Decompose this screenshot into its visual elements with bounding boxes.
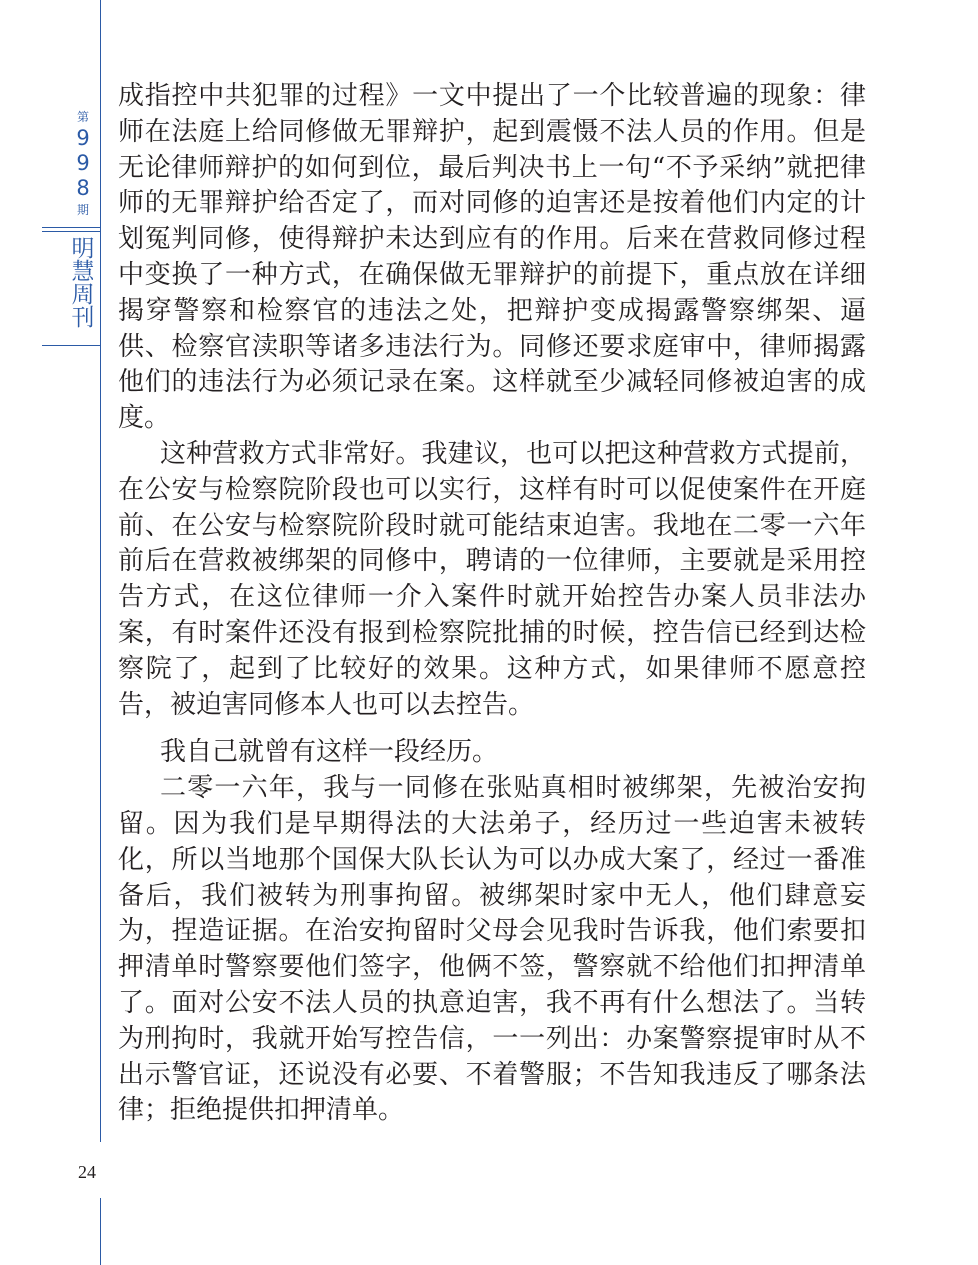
magazine-title-char: 周 [71, 282, 95, 308]
sidebar-rule-gap [96, 1142, 106, 1198]
paragraph: 我自己就曾有这样一段经历。 [160, 737, 499, 768]
magazine-title-char: 明 [71, 236, 95, 262]
magazine-title [66, 238, 100, 330]
page-number: 24 [78, 1162, 96, 1182]
issue-number [66, 108, 100, 219]
paragraph: 这种营救方式非常好。我建议，也可以把这种营救方式提前，在公安与检察院阶段也可以实行，这样有时可以促使案件在开庭前、在公安与检察院阶段时就可能结束迫害。我地在二零一六年前后在营救被绑架的同修中，聘请的一位律师，主要就是采用控告方式，在这位律师一介入案件时就开始控告办案人员非法办案，有时案件还没有报到检察院批捕的时候，控告信已经到达检察院了，起到了比较好的效果。这种方式，如果律师不愿意控告，被迫害同修本人也可以去控告。 [118, 438, 866, 720]
sidebar-divider-bottom [42, 345, 100, 346]
issue-digit: 9 [76, 126, 90, 150]
paragraph: 成指控中共犯罪的过程》一文中提出了一个比较普遍的现象：律师在法庭上给同修做无罪辩护，起到震慑不法人员的作用。但是无论律师辩护的如何到位，最后判决书上一句“不予采纳”就把律师的无罪辩护给否定了，而对同修的迫害还是按着他们内定的计划冤判同修，使得辩护未达到应有的作用。后来在营救同修过程中变换了一种方式，在确保做无罪辩护的前提下，重点放在详细揭穿警察和检察官的违法之处，把辩护变成揭露警察绑架、逼供、检察官渎职等诸多违法行为。同修还要求庭审中，律师揭露他们的违法行为必须记录在案。这样就至少减轻同修被迫害的成度。 [118, 81, 866, 434]
sidebar-vertical-rule [100, 0, 101, 1265]
issue-prefix: 第 [76, 110, 89, 124]
sidebar-divider-top-second [42, 231, 100, 232]
magazine-title-char: 刊 [71, 305, 95, 331]
article-body [118, 79, 866, 1129]
sidebar-divider-top [42, 227, 100, 228]
issue-digit: 8 [76, 176, 90, 200]
issue-digit: 9 [76, 151, 90, 175]
magazine-title-char: 慧 [71, 259, 95, 285]
issue-suffix: 期 [76, 203, 89, 217]
paragraph: 二零一六年，我与一同修在张贴真相时被绑架，先被治安拘留。因为我们是早期得法的大法弟子，经历过一些迫害未被转化，所以当地那个国保大队长认为可以办成大案了，经过一番准备后，我们被转为刑事拘留。被绑架时家中无人，他们肆意妄为，捏造证据。在治安拘留时父母会见我时告诉我，他们索要扣押清单时警察要他们签字，他俩不签，警察就不给他们扣押清单了。面对公安不法人员的执意迫害，我不再有什么想法了。当转为刑拘时，我就开始写控告信，一一列出：办案警察提审时从不出示警官证，还说没有必要、不着警服；不告知我违反了哪条法律；拒绝提供扣押清单。 [118, 773, 866, 1126]
